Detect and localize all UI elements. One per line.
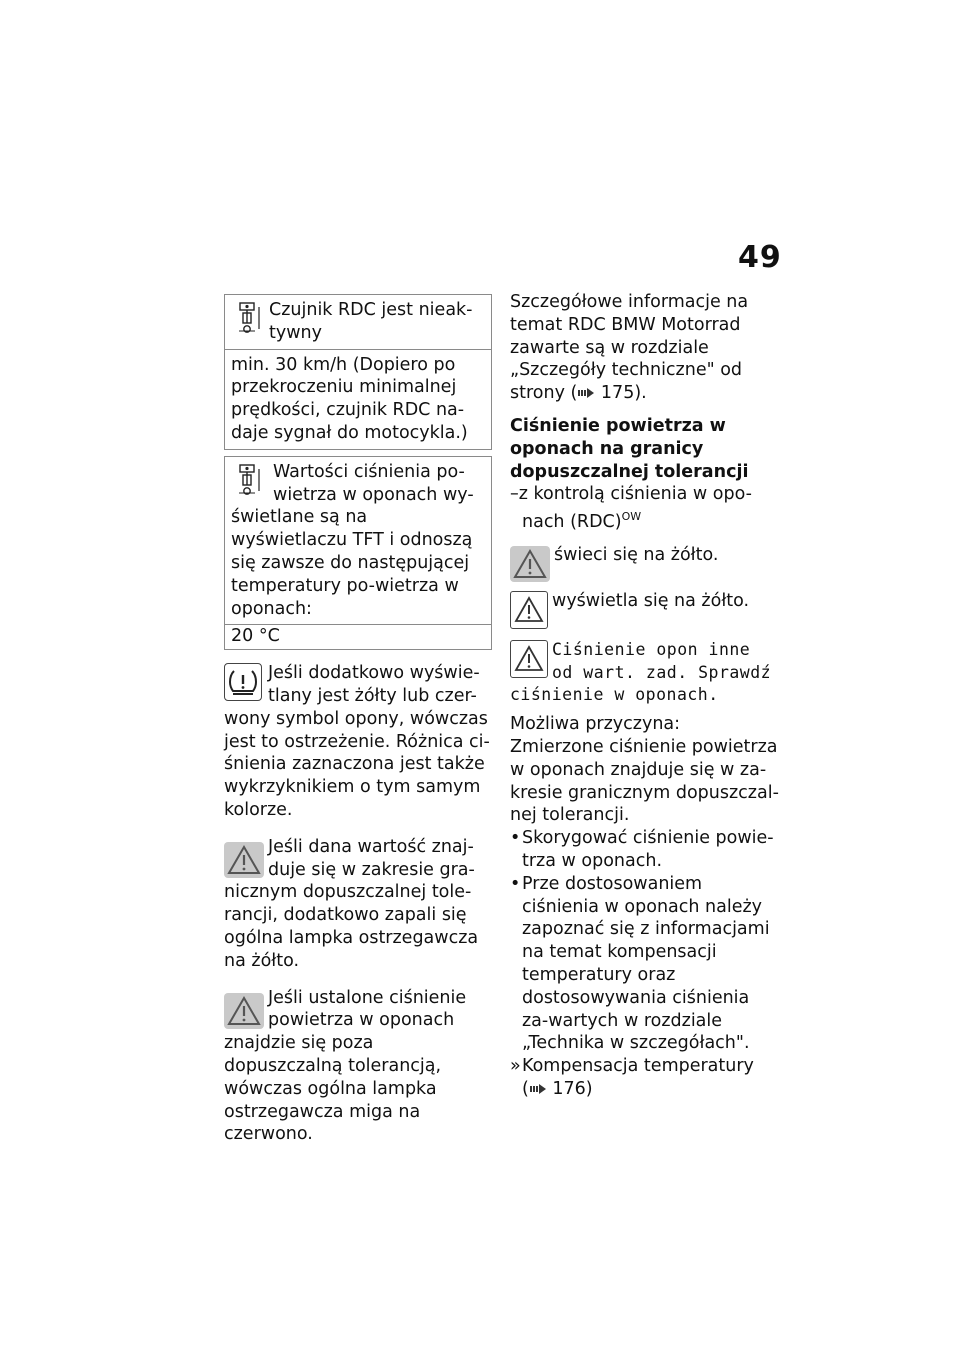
bullet-dot-icon: • [510,828,521,849]
display-message-row [510,639,780,707]
reference-temperature: 20 °C [225,624,491,649]
tire-warning-icon [224,663,262,701]
cross-reference-page[interactable]: 176) [552,1078,593,1099]
general-warning-light-icon [224,842,264,878]
option-code: OW [621,510,642,524]
general-warning-light-icon [510,546,550,582]
rdc-inactive-title: Czujnik RDC jest nieak-tywny [269,300,473,343]
tolerance-limit-text: Jeśli dana wartość znaj-duje się w zakresie gra-nicznym dopuszczalnej tole-rancji, dodatkowo zapali się ogólna lampka ostrzegawcza na żółto. [224,836,479,971]
tolerance-limit-paragraph [224,836,492,973]
page-number: 49 [738,240,782,275]
cross-reference-text[interactable]: Kompensacja temperatury [522,1056,754,1077]
lamp-on-row [510,544,780,582]
pressure-values-text: Wartości ciśnienia po-wietrza w oponach wy-świetlane są na wyświetlaczu TFT i odnoszą się zawsze do następującej temperatury po-wietrza w oponach: [231,461,474,619]
cause-label: Możliwa przyczyna: [510,714,681,735]
rdc-inactive-box [224,294,492,450]
general-warning-light-icon [224,993,264,1029]
section-heading: Ciśnienie powietrza w oponach na granicy dopuszczalnej tolerancji [510,415,749,482]
out-of-tolerance-text: Jeśli ustalone ciśnienie powietrza w oponach znajdzie się poza dopuszczalną tolerancją, wówczas ogólna lampka ostrzegawcza miga na czerwono. [224,987,467,1145]
tire-pressure-sensor-icon [237,301,263,335]
tire-symbol-paragraph [224,662,492,822]
bullet-dot-icon: • [510,873,521,894]
rdc-details-intro: Szczegółowe informacje na temat RDC BMW Motorrad zawarte są w rozdziale „Szczegóły techniczne" od strony ( 175). [510,292,749,404]
left-column [224,294,492,1146]
pressure-values-box [224,456,492,650]
list-item: • Prze dostosowaniem ciśnienia w oponach należy zapoznać się z informacjami na temat kompensacji temperatury oraz dostosowywania ciśnienia za-wartych w rozdziale „Technika w szczegółach". [510,873,770,1054]
lamp-on-text: świeci się na żółto. [554,544,719,565]
page-reference-arrow-icon [529,1083,547,1095]
list-item: • Skorygować ciśnienie powie-trza w oponach. [510,828,774,871]
lamp-display-row [510,590,780,629]
pressure-values-header [225,457,491,625]
lamp-display-text: wyświetla się na żółto. [552,590,750,611]
warning-triangle-icon [510,591,548,629]
right-column [510,291,780,1101]
out-of-tolerance-paragraph [224,987,492,1147]
rdc-details-page-ref[interactable]: 175). [600,383,647,404]
rdc-condition: –z kontrolą ciśnienia w opo-nach (RDC)$^{OW}$ [510,484,752,532]
cause-text: Zmierzone ciśnienie powietrza w oponach znajduje się w za-kresie granicznym dopuszczal-nej tolerancji. [510,736,779,826]
rdc-inactive-description: min. 30 km/h (Dopiero po przekroczeniu minimalnej prędkości, czujnik RDC na-daje sygnał do motocykla.) [225,349,491,449]
display-message-text: Ciśnienie opon inne od wart. zad. Sprawdź ciśnienie w oponach. [510,639,772,705]
cross-reference-link[interactable]: » Kompensacja temperatury ( 176) [510,1056,754,1099]
tire-symbol-text: Jeśli dodatkowo wyświe-tlany jest żółty lub czer-wony symbol opony, wówczas jest to ostrzeżenie. Różnica ci-śnienia zaznaczona jest także wykrzyknikiem o tym samym kolorze. [224,663,490,820]
warning-triangle-icon [510,640,548,678]
rdc-inactive-header [225,295,491,349]
tire-pressure-sensor-icon [237,463,263,497]
link-chevron-icon: » [510,1056,521,1077]
page-reference-arrow-icon [577,387,595,399]
